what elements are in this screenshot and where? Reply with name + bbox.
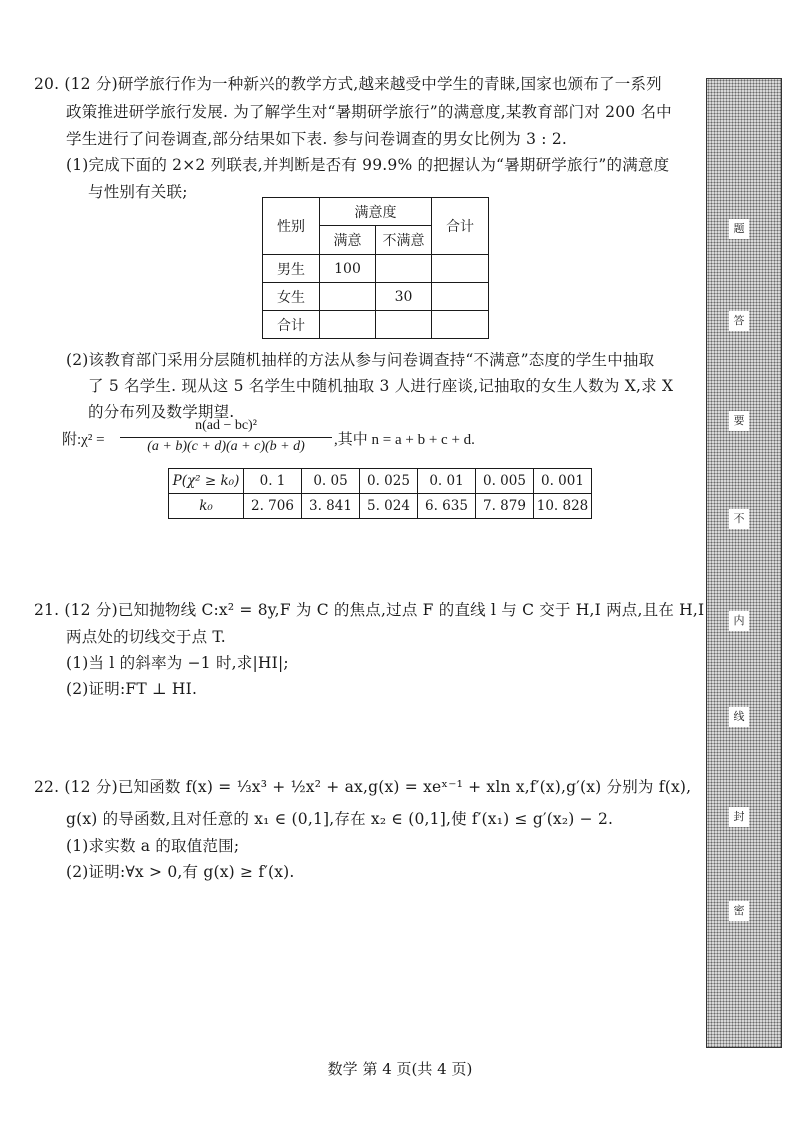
sealing-strip — [706, 78, 782, 1048]
q22-part2: (2)证明:∀x > 0,有 g(x) ≥ f′(x). — [66, 863, 295, 881]
q21-line-1: 21. (12 分)已知抛物线 C:x² = 8y,F 为 C 的焦点,过点 F 的直线 l 与 C 交于 H,I 两点,且在 H,I — [34, 601, 705, 619]
page-footer: 数学 第 4 页(共 4 页) — [327, 1060, 473, 1078]
q20-part1-line-1: (1)完成下面的 2×2 列联表,并判断是否有 99.9% 的把握认为“暑期研学旅行”的满意度 — [66, 156, 670, 174]
ct-header-satisfaction: 满意度 — [320, 198, 432, 226]
pt-p-value: 0. 1 — [244, 469, 302, 494]
q20-line-2: 政策推进研学旅行发展. 为了解学生对“暑期研学旅行”的满意度,某教育部门对 200 名中 — [66, 103, 672, 121]
ct-row-total: 合计 — [263, 311, 320, 339]
ct-cell-empty — [432, 311, 489, 339]
ct-female-unsatisfied: 30 — [376, 283, 432, 311]
pt-k-value: 5. 024 — [360, 494, 418, 519]
q21-part1: (1)当 l 的斜率为 −1 时,求|HI|; — [66, 654, 289, 672]
seal-char: 要 — [729, 411, 749, 431]
pt-k-value: 7. 879 — [476, 494, 534, 519]
ct-cell-empty — [432, 283, 489, 311]
pt-row1-label: P(χ² ≥ k₀) — [169, 469, 244, 494]
formula-suffix: ,其中 n = a + b + c + d. — [334, 432, 475, 448]
pt-p-value: 0. 005 — [476, 469, 534, 494]
pt-k-value: 10. 828 — [534, 494, 592, 519]
chi-square-formula — [62, 418, 522, 458]
ct-row-female: 女生 — [263, 283, 320, 311]
pt-p-value: 0. 025 — [360, 469, 418, 494]
pt-p-value: 0. 01 — [418, 469, 476, 494]
ct-header-total: 合计 — [432, 198, 489, 255]
seal-char: 题 — [729, 219, 749, 239]
pt-k-value: 3. 841 — [302, 494, 360, 519]
seal-char: 内 — [729, 611, 749, 631]
ct-cell-empty — [320, 311, 376, 339]
seal-char: 封 — [729, 807, 749, 827]
ct-cell-empty — [432, 255, 489, 283]
seal-char: 密 — [729, 901, 749, 921]
pt-row2-label: k₀ — [169, 494, 244, 519]
seal-char: 线 — [729, 707, 749, 727]
q20-line-3: 学生进行了问卷调查,部分结果如下表. 参与问卷调查的男女比例为 3 : 2. — [66, 130, 568, 148]
contingency-table — [262, 197, 489, 339]
formula-prefix: 附:χ² = — [62, 432, 105, 448]
critical-value-table — [168, 468, 592, 519]
q20-part2-line-2: 了 5 名学生. 现从这 5 名学生中随机抽取 3 人进行座谈,记抽取的女生人数为 X,求 X — [88, 377, 674, 395]
q22-line-2: g(x) 的导函数,且对任意的 x₁ ∈ (0,1],存在 x₂ ∈ (0,1],使 f′(x₁) ≤ g′(x₂) − 2. — [66, 810, 614, 828]
q21-part2: (2)证明:FT ⊥ HI. — [66, 680, 198, 698]
seal-char: 不 — [729, 509, 749, 529]
pt-k-value: 6. 635 — [418, 494, 476, 519]
ct-sub-unsatisfied: 不满意 — [376, 226, 432, 255]
ct-cell-empty — [320, 283, 376, 311]
formula-numerator: n(ad − bc)² — [195, 418, 257, 433]
q20-line-1: 20. (12 分)研学旅行作为一种新兴的教学方式,越来越受中学生的青睐,国家也颁布了一系列 — [34, 75, 662, 93]
ct-male-satisfied: 100 — [320, 255, 376, 283]
pt-p-value: 0. 05 — [302, 469, 360, 494]
ct-cell-empty — [376, 311, 432, 339]
pt-p-value: 0. 001 — [534, 469, 592, 494]
ct-cell-empty — [376, 255, 432, 283]
q21-line-2: 两点处的切线交于点 T. — [66, 628, 226, 646]
q20-part2-line-3: 的分布列及数学期望. — [88, 403, 235, 421]
q22-line-1: 22. (12 分)已知函数 f(x) = ⅓x³ + ½x² + ax,g(x) = xeˣ⁻¹ + xln x,f′(x),g′(x) 分别为 f(x), — [34, 778, 692, 796]
fraction-bar — [120, 437, 332, 438]
q20-part2-line-1: (2)该教育部门采用分层随机抽样的方法从参与问卷调查持“不满意”态度的学生中抽取 — [66, 351, 655, 369]
seal-char: 答 — [729, 311, 749, 331]
pt-k-value: 2. 706 — [244, 494, 302, 519]
formula-denominator: (a + b)(c + d)(a + c)(b + d) — [147, 439, 305, 454]
q22-part1: (1)求实数 a 的取值范围; — [66, 837, 240, 855]
q20-part1-line-2: 与性别有关联; — [88, 183, 188, 201]
ct-header-gender: 性别 — [263, 198, 320, 255]
ct-sub-satisfied: 满意 — [320, 226, 376, 255]
ct-row-male: 男生 — [263, 255, 320, 283]
